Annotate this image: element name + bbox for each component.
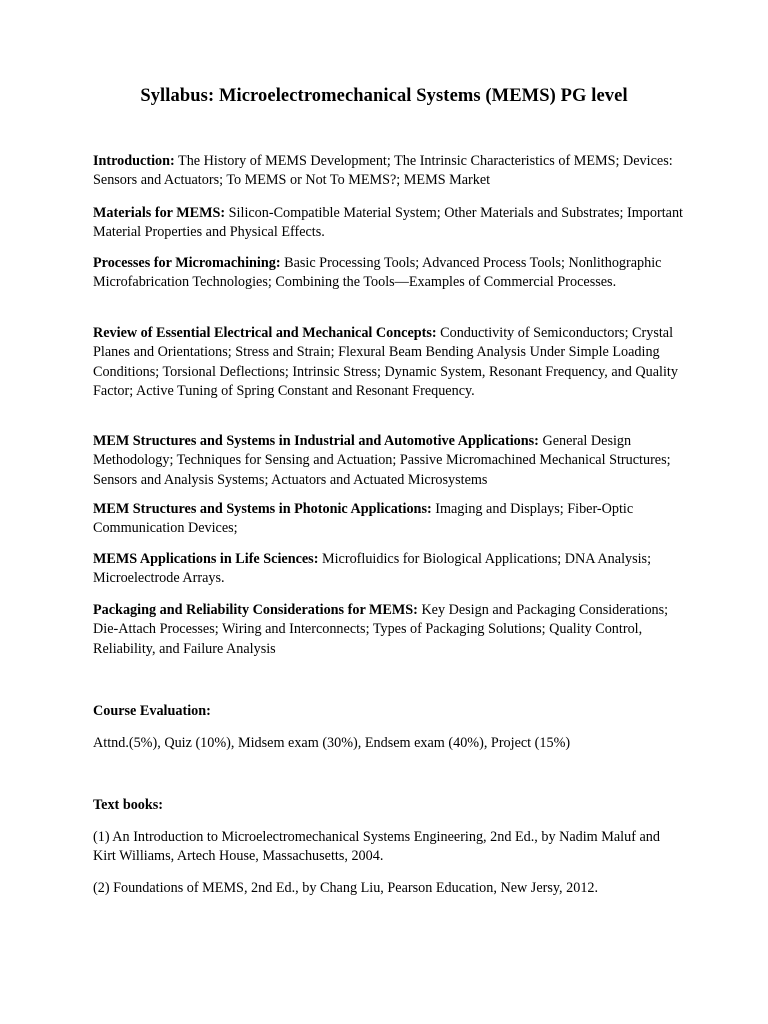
section-heading: MEMS Applications in Life Sciences:	[93, 551, 319, 567]
section-heading: Materials for MEMS:	[93, 205, 226, 221]
section-text: Silicon-Compatible Material System; Other Materials and Substrates; Important Material Properties and Physical Effects.	[93, 205, 683, 241]
section-review-concepts	[93, 324, 683, 402]
section-text: Key Design and Packaging Considerations; Die-Attach Processes; Wiring and Interconnects; Types of Packaging Solutions; Quality Control, Reliability, and Failure Analysis	[93, 602, 669, 657]
section-packaging	[93, 601, 683, 659]
section-life-sciences	[93, 550, 683, 589]
textbooks-heading: Text books:	[93, 797, 164, 813]
section-text: Conductivity of Semiconductors; Crystal Planes and Orientations; Stress and Strain; Flexural Beam Bending Analysis Under Simple Loading Conditions; Torsional Deflections; Intrinsic Stress; Dynamic System, Resonant Frequency, and Quality Factor; Active Tuning of Spring Constant and Resonant Frequency.	[93, 325, 678, 400]
section-text: Basic Processing Tools; Advanced Process Tools; Nonlithographic Microfabrication Technologies; Combining the Tools—Examples of Commercial Processes.	[93, 255, 662, 291]
section-text: Microfluidics for Biological Applications; DNA Analysis; Microelectrode Arrays.	[93, 551, 652, 587]
section-photonic	[93, 500, 683, 539]
textbook-item: (1) An Introduction to Microelectromechanical Systems Engineering, 2nd Ed., by Nadim Maluf and Kirt Williams, Artech House, Massachusetts, 2004.	[93, 829, 660, 865]
evaluation-text: Attnd.(5%), Quiz (10%), Midsem exam (30%), Endsem exam (40%), Project (15%)	[93, 735, 571, 751]
section-heading: Packaging and Reliability Considerations for MEMS:	[93, 602, 418, 618]
section-materials	[93, 204, 683, 243]
section-processes	[93, 254, 683, 293]
section-text: The History of MEMS Development; The Intrinsic Characteristics of MEMS; Devices: Sensors and Actuators; To MEMS or Not To MEMS?; MEMS Market	[93, 153, 673, 189]
evaluation-heading: Course Evaluation:	[93, 703, 211, 719]
textbook-item: (2) Foundations of MEMS, 2nd Ed., by Chang Liu, Pearson Education, New Jersy, 2012.	[93, 880, 599, 896]
page-title: Syllabus: Microelectromechanical Systems (MEMS) PG level	[140, 86, 628, 106]
section-introduction	[93, 152, 683, 191]
section-text: General Design Methodology; Techniques for Sensing and Actuation; Passive Micromachined Mechanical Structures; Sensors and Analysis Systems; Actuators and Actuated Microsystems	[93, 433, 671, 488]
section-industrial-automotive	[93, 432, 693, 490]
section-heading: MEM Structures and Systems in Industrial and Automotive Applications:	[93, 433, 539, 449]
section-heading: Review of Essential Electrical and Mechanical Concepts:	[93, 325, 437, 341]
section-heading: Processes for Micromachining:	[93, 255, 281, 271]
section-heading: MEM Structures and Systems in Photonic Applications:	[93, 501, 432, 517]
section-text: Imaging and Displays; Fiber-Optic Communication Devices;	[93, 501, 634, 537]
section-heading: Introduction:	[93, 153, 175, 169]
